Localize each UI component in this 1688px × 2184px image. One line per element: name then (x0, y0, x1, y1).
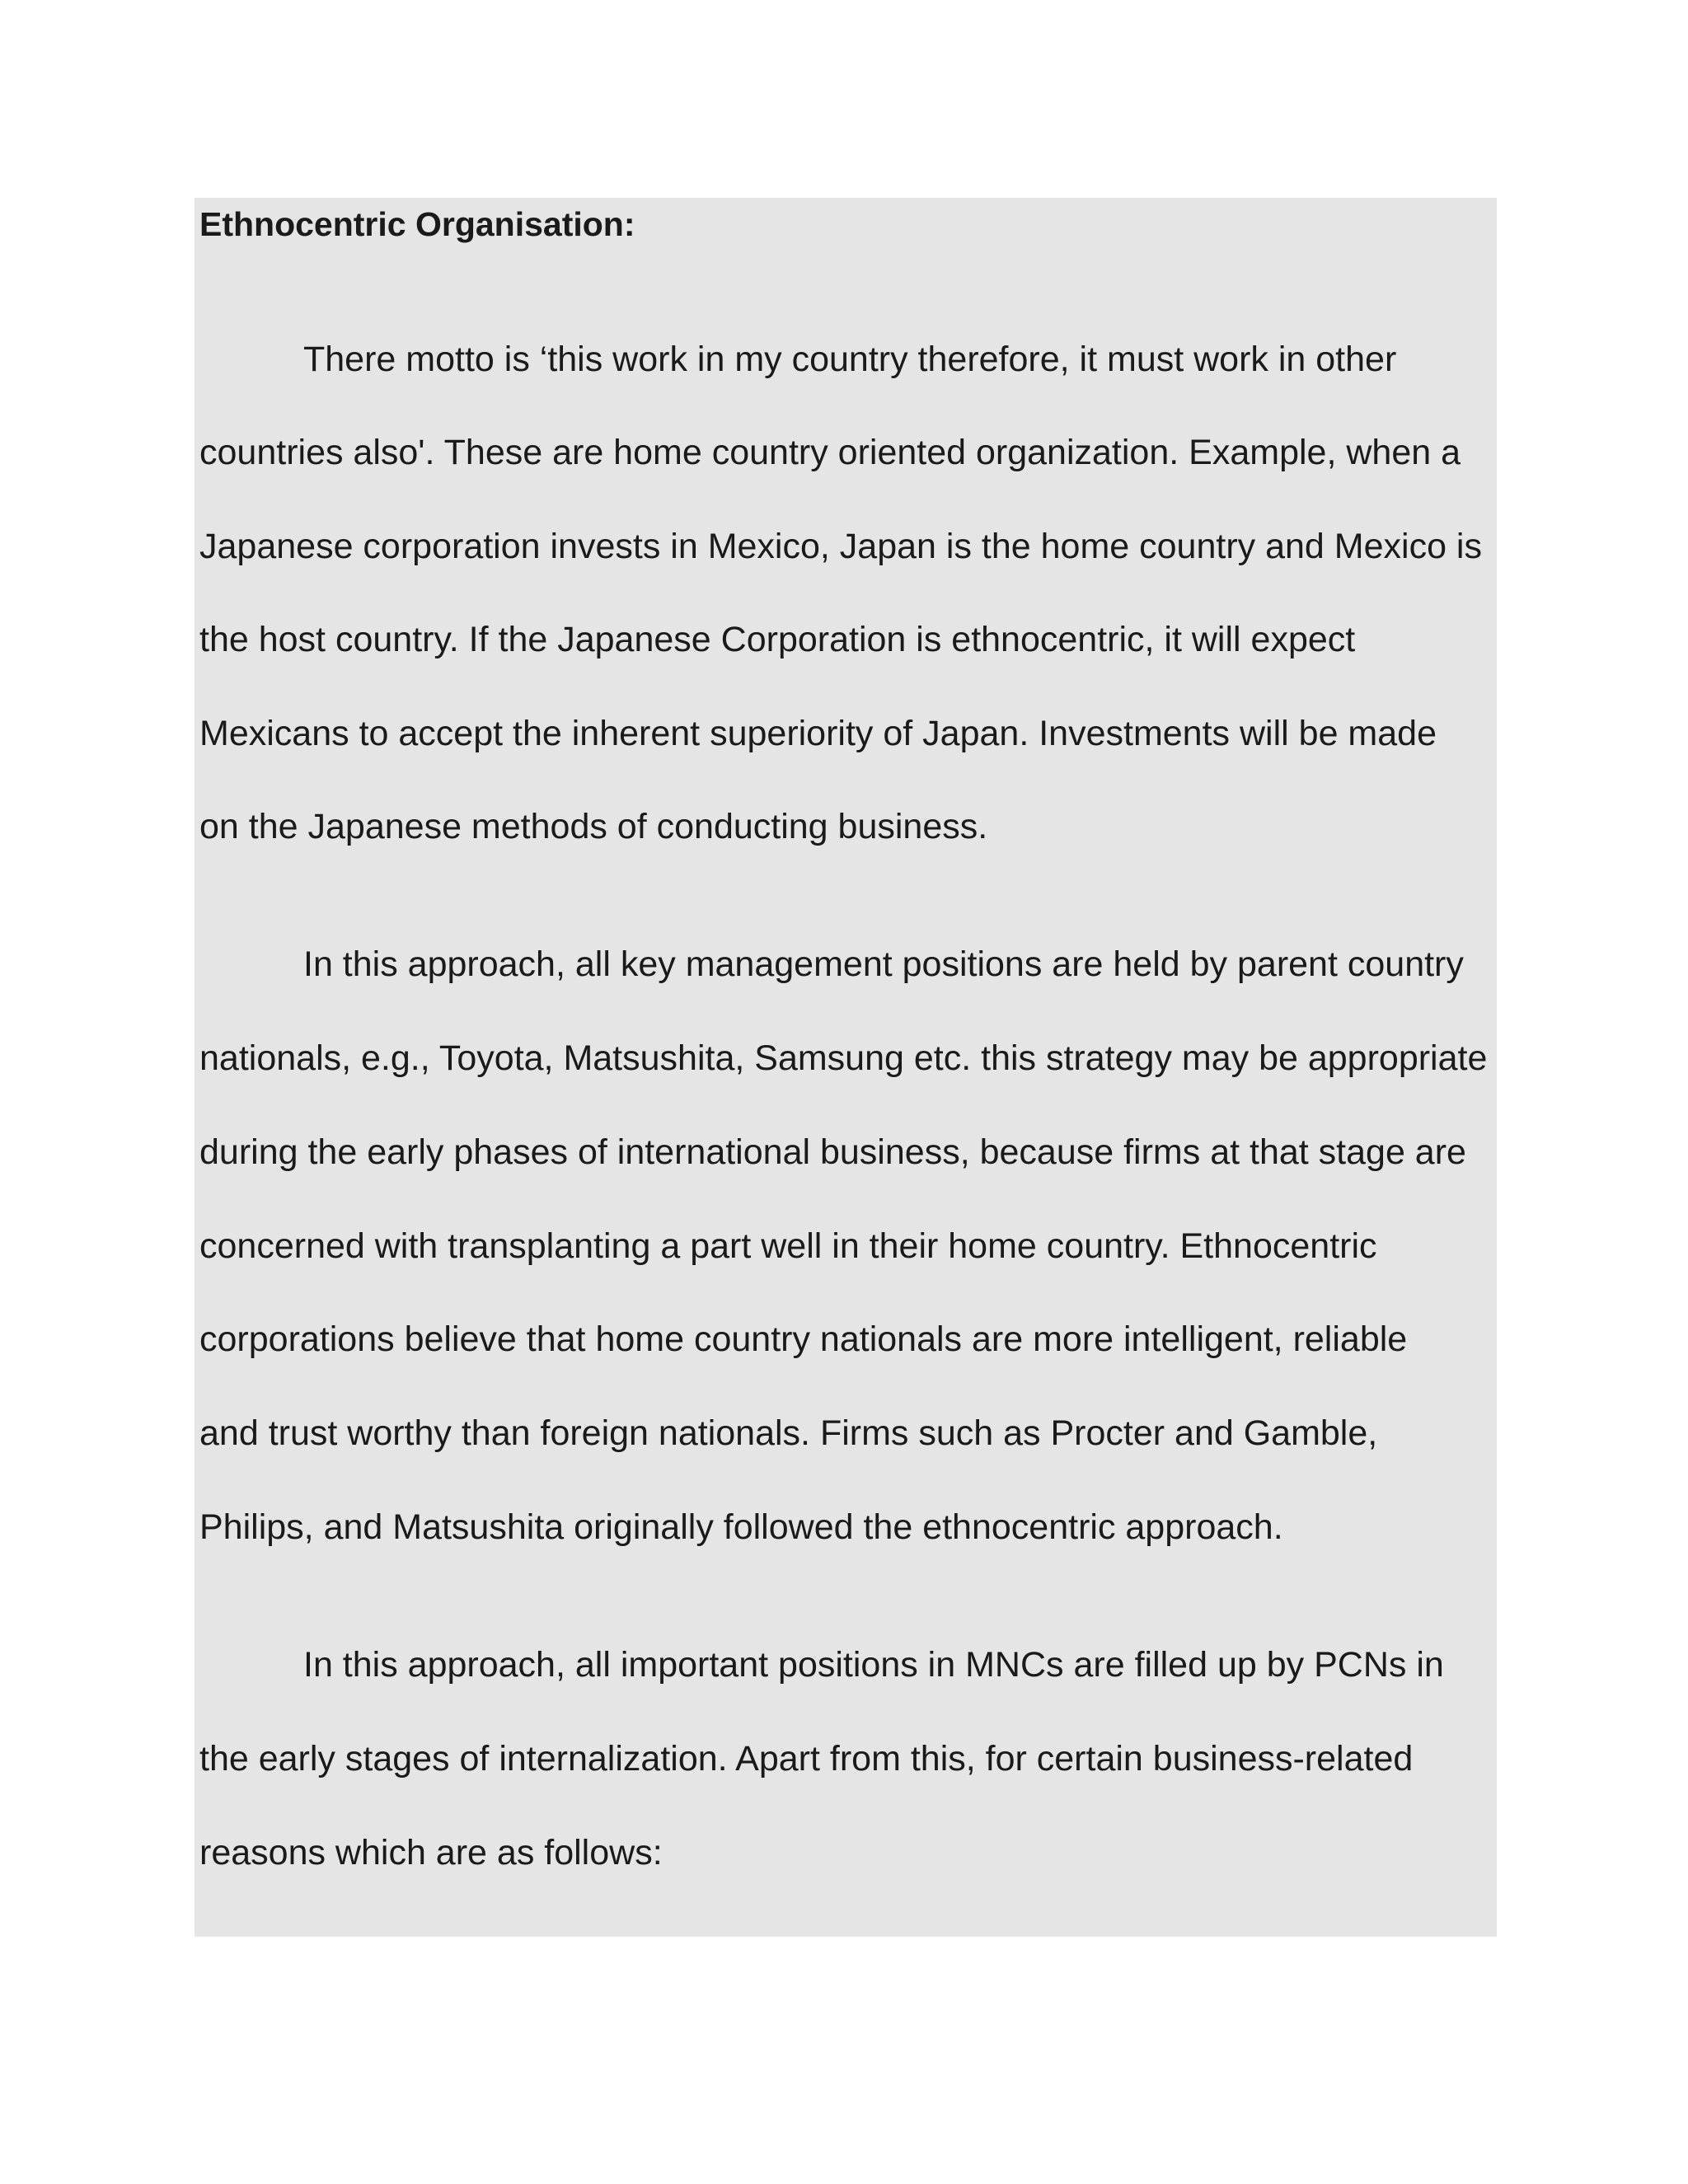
paragraph-1-line-6: on the Japanese methods of conducting business. (199, 807, 988, 846)
paragraph-3-line-3: reasons which are as follows: (199, 1833, 663, 1872)
paragraph-2-line-5: corporations believe that home country nationals are more intelligent, reliable (199, 1319, 1408, 1359)
paragraph-2-line-2: nationals, e.g., Toyota, Matsushita, Samsung etc. this strategy may be appropriate (199, 1038, 1488, 1078)
paragraph-1-line-2: countries also'. These are home country oriented organization. Example, when a (199, 433, 1461, 472)
paragraph-2-line-4: concerned with transplanting a part well in their home country. Ethnocentric (199, 1226, 1377, 1266)
section-heading: Ethnocentric Organisation: (199, 205, 635, 243)
paragraph-1-line-4: the host country. If the Japanese Corporation is ethnocentric, it will expect (199, 620, 1356, 659)
paragraph-1-line-3: Japanese corporation invests in Mexico, Japan is the home country and Mexico is (199, 527, 1482, 566)
paragraph-1-line-5: Mexicans to accept the inherent superiority of Japan. Investments will be made (199, 714, 1437, 753)
paragraph-2-line-1: In this approach, all key management positions are held by parent country (303, 944, 1464, 984)
paragraph-2-line-3: during the early phases of international business, because firms at that stage are (199, 1132, 1466, 1172)
paragraph-1-line-1: There motto is ‘this work in my country therefore, it must work in other (303, 340, 1397, 379)
paragraph-2-line-7: Philips, and Matsushita originally followed the ethnocentric approach. (199, 1507, 1283, 1547)
paragraph-3-line-2: the early stages of internalization. Apart from this, for certain business-related (199, 1739, 1414, 1779)
paragraph-3-line-1: In this approach, all important positions in MNCs are filled up by PCNs in (303, 1645, 1444, 1685)
paragraph-2-line-6: and trust worthy than foreign nationals. Firms such as Procter and Gamble, (199, 1413, 1378, 1453)
